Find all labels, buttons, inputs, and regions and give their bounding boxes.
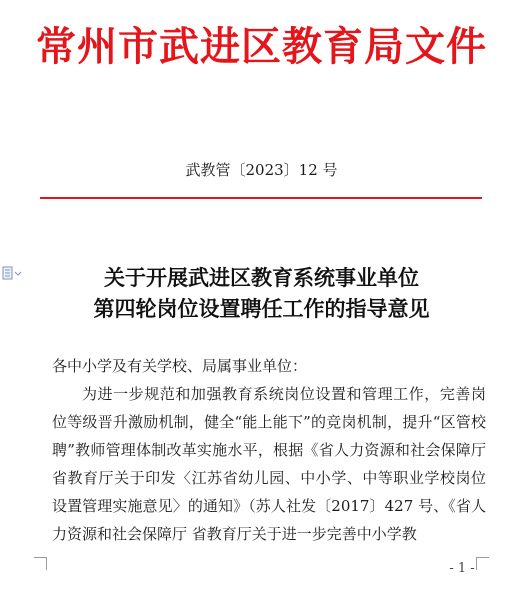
margin-crop-mark-left: [34, 557, 47, 570]
salutation: 各中小学及有关学校、局属事业单位：: [52, 357, 308, 375]
red-separator-line: [40, 197, 482, 199]
document-body: [52, 352, 486, 548]
page-number: - 1 -: [449, 561, 475, 576]
title-line-2: 第四轮岗位设置聘任工作的指导意见: [93, 296, 430, 321]
document-number: 武教管〔2023〕12 号: [185, 161, 338, 179]
document-title: [0, 262, 523, 324]
body-paragraph: 为进一步规范和加强教育系统岗位设置和管理工作，完善岗位等级晋升激励机制，健全“能上能下”的竞岗机制，提升“区管校聘”教师管理体制改革实施水平，根据《省人力资源和社会保障厅 省教育厅关于印发〈江苏省幼儿园、中小学、中等职业学校岗位设置管理实施意见〉的通知》（苏人社发〔2017〕427 号、《省人力资源和社会保障厅 省教育厅关于进一步完善中小学教: [52, 385, 486, 543]
title-line-1: 关于开展武进区教育系统事业单位: [104, 265, 419, 290]
masthead-title: 常州市武进区教育局文件: [36, 23, 487, 70]
